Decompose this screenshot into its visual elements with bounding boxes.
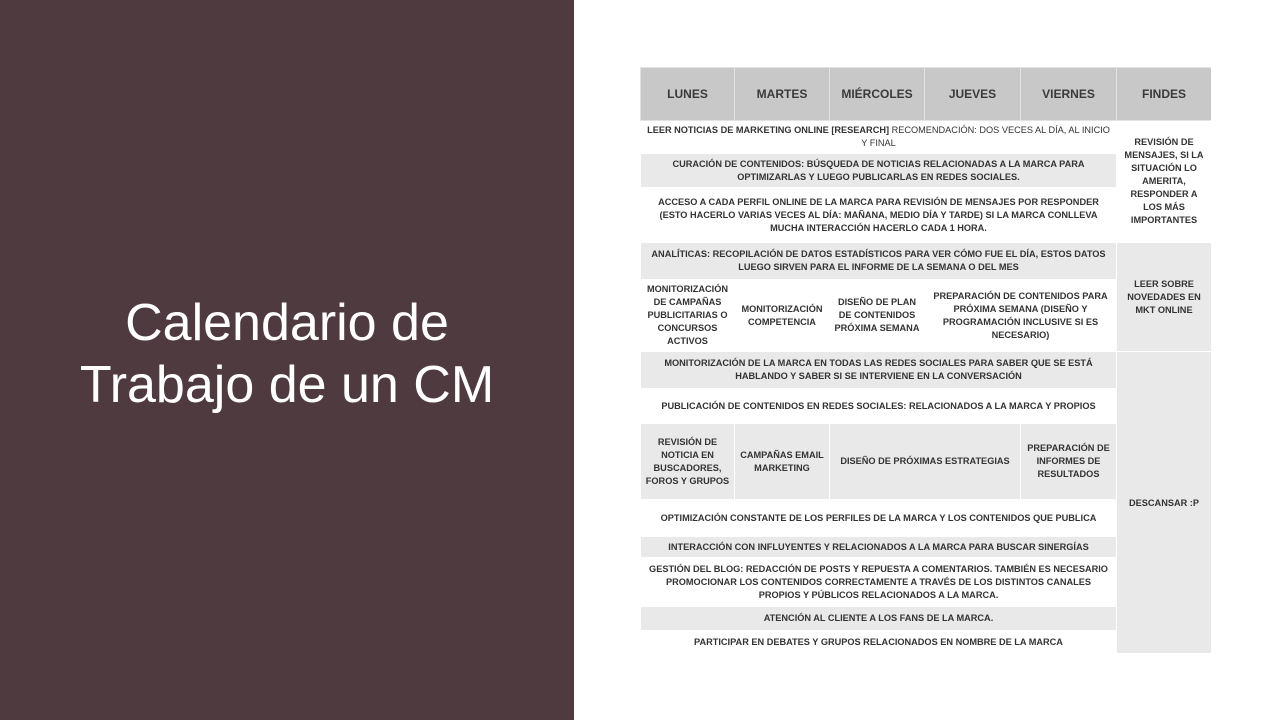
task-analiticas: ANALÍTICAS: RECOPILACIÓN DE DATOS ESTADÍSTICOS PARA VER CÓMO FUE EL DÍA, ESTOS DATOS LUEGO SIRVEN PARA EL INFORME DE LA SEMANA O DEL MES [641, 243, 1117, 280]
slide-title-line-1: Calendario de [125, 294, 449, 352]
table-row [641, 121, 1212, 154]
task-monitorizacion-marca: MONITORIZACIÓN DE LA MARCA EN TODAS LAS REDES SOCIALES PARA SABER QUE SE ESTÁ HABLANDO Y SABER SI SE INTERVIENE EN LA CONVERSACIÓN [641, 352, 1117, 389]
slide-title-line-2: Trabajo de un CM [79, 356, 495, 414]
task-leer-noticias [641, 121, 1117, 154]
header-jueves: JUEVES [925, 68, 1021, 121]
task-optimizacion-perfiles: OPTIMIZACIÓN CONSTANTE DE LOS PERFILES DE LA MARCA Y LOS CONTENIDOS QUE PUBLICA [641, 500, 1117, 537]
lunes-revision-noticia: REVISIÓN DE NOTICIA EN BUSCADORES, FOROS Y GRUPOS [641, 424, 735, 500]
findes-descansar: DESCANSAR :P [1117, 352, 1212, 654]
miercoles-jueves-diseno-estrategias: DISEÑO DE PRÓXIMAS ESTRATEGIAS [830, 424, 1021, 500]
task-publicacion-contenidos: PUBLICACIÓN DE CONTENIDOS EN REDES SOCIALES: RELACIONADOS A LA MARCA Y PROPIOS [641, 389, 1117, 424]
task-gestion-blog: GESTIÓN DEL BLOG: REDACCIÓN DE POSTS Y REPUESTA A COMENTARIOS. TAMBIÉN ES NECESARIO PROMOCIONAR LOS CONTENIDOS CORRECTAMENTE A TRAVÉS DE LOS DISTINTOS CANALES PROPIOS Y PÚBLICOS RELACIONADOS A LA MARCA. [641, 558, 1117, 607]
table-row [641, 243, 1212, 280]
task-atencion-cliente: ATENCIÓN AL CLIENTE A LOS FANS DE LA MARCA. [641, 607, 1117, 631]
header-lunes: LUNES [641, 68, 735, 121]
header-viernes: VIERNES [1021, 68, 1117, 121]
slide-title [40, 292, 534, 416]
task-curacion-contenidos: CURACIÓN DE CONTENIDOS: BÚSQUEDA DE NOTICIAS RELACIONADAS A LA MARCA PARA OPTIMIZARLAS Y LUEGO PUBLICARLAS EN REDES SOCIALES. [641, 154, 1117, 188]
findes-revision-mensajes: REVISIÓN DE MENSAJES, SI LA SITUACIÓN LO AMERITA, RESPONDER A LOS MÁS IMPORTANTES [1117, 121, 1212, 243]
table-row [641, 352, 1212, 389]
header-miercoles: MIÉRCOLES [830, 68, 925, 121]
findes-leer-novedades: LEER SOBRE NOVEDADES EN MKT ONLINE [1117, 243, 1212, 352]
task-leer-noticias-note: RECOMENDACIÓN: DOS VECES AL DÍA, AL INICIO Y FINAL [861, 125, 1110, 148]
title-panel [0, 0, 574, 720]
table-header-row [641, 68, 1212, 121]
task-acceso-perfiles: ACCESO A CADA PERFIL ONLINE DE LA MARCA PARA REVISIÓN DE MENSAJES POR RESPONDER (ESTO HACERLO VARIAS VECES AL DÍA: MAÑANA, MEDIO DÍA Y TARDE) SI LA MARCA CONLLEVA MUCHA INTERACCIÓN HACERLO CADA 1 HORA. [641, 188, 1117, 243]
martes-monitorizacion-competencia: MONITORIZACIÓN COMPETENCIA [735, 280, 830, 352]
task-participar-debates: PARTICIPAR EN DEBATES Y GRUPOS RELACIONADOS EN NOMBRE DE LA MARCA [641, 631, 1117, 654]
task-leer-noticias-main: LEER NOTICIAS DE MARKETING ONLINE [RESEARCH] [647, 125, 890, 135]
weekly-schedule-table [640, 67, 1211, 653]
schedule-table-image [640, 67, 1211, 653]
miercoles-diseno-plan: DISEÑO DE PLAN DE CONTENIDOS PRÓXIMA SEMANA [830, 280, 925, 352]
task-interaccion-influyentes: INTERACCIÓN CON INFLUYENTES Y RELACIONADOS A LA MARCA PARA BUSCAR SINERGÍAS [641, 537, 1117, 558]
lunes-monitorizacion-campanas: MONITORIZACIÓN DE CAMPAÑAS PUBLICITARIAS O CONCURSOS ACTIVOS [641, 280, 735, 352]
header-martes: MARTES [735, 68, 830, 121]
header-findes: FINDES [1117, 68, 1212, 121]
martes-campanas-email: CAMPAÑAS EMAIL MARKETING [735, 424, 830, 500]
viernes-preparacion-informes: PREPARACIÓN DE INFORMES DE RESULTADOS [1021, 424, 1117, 500]
jueves-viernes-preparacion-contenidos: PREPARACIÓN DE CONTENIDOS PARA PRÓXIMA SEMANA (DISEÑO Y PROGRAMACIÓN INCLUSIVE SI ES NECESARIO) [925, 280, 1117, 352]
